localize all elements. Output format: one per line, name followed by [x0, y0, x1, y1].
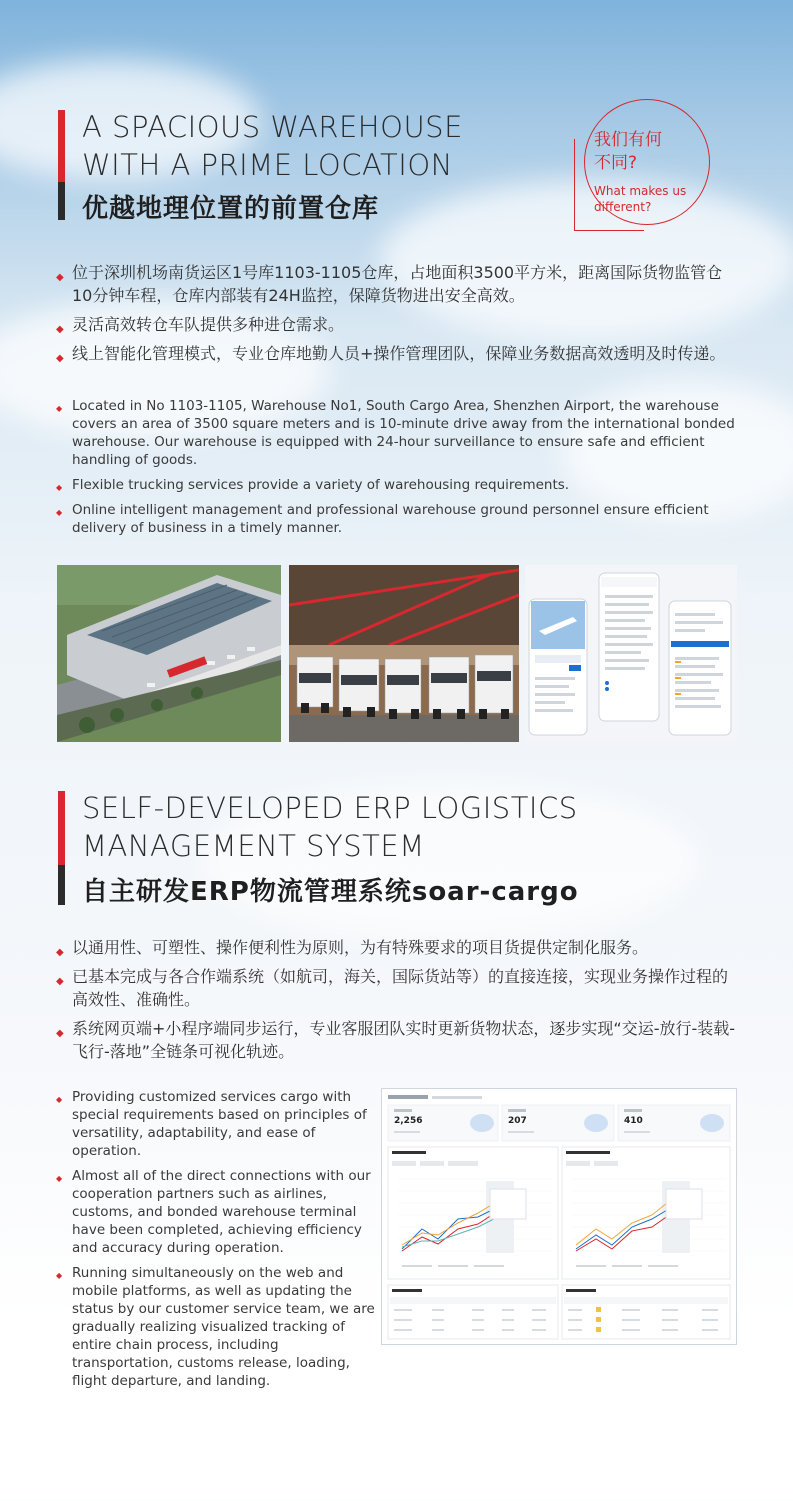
section2-en-bullets — [56, 1088, 376, 1397]
stat-value: 410 — [624, 1116, 643, 1126]
list-item: ◆ Located in No 1103-1105, Warehouse No1, South Cargo Area, Shenzhen Airport, the warehouse covers an area of 3500 square meters and is 10-minute drive away from the international bonded warehouse. Our warehouse is equipped with 24-hour surveillance to ensure safe and efficient handling of goods. — [56, 397, 736, 469]
list-item: ◆ 线上智能化管理模式，专业仓库地勤人员+操作管理团队，保障业务数据高效透明及时传递。 — [56, 342, 738, 365]
what-makes-us-different-badge — [574, 99, 710, 229]
badge-cn-text — [594, 129, 662, 175]
badge-en-line1: What makes us — [594, 184, 687, 198]
section2-title-en-line2: MANAGEMENT SYSTEM — [82, 829, 425, 863]
badge-en-line2: different? — [594, 200, 652, 214]
section1-title-en-line2: WITH A PRIME LOCATION — [82, 148, 453, 182]
badge-cn-line1: 我们有何 — [594, 130, 662, 150]
section1-title-en-line1: A SPACIOUS WAREHOUSE — [82, 110, 463, 144]
erp-dashboard-screenshot — [381, 1088, 737, 1345]
section2-title-en-line1: SELF-DEVELOPED ERP LOGISTICS — [82, 791, 578, 825]
title-accent-bar — [58, 110, 65, 220]
list-item: ◆ 位于深圳机场南货运区1号库1103-1105仓库，占地面积3500平方米，距离国际货物监管仓10分钟车程，仓库内部装有24H监控，保障货物进出安全高效。 — [56, 261, 738, 307]
stat-value: 2,256 — [394, 1116, 423, 1126]
list-item: ◆ 系统网页端+小程序端同步运行，专业客服团队实时更新货物状态，逐步实现“交运-放行-装载-飞行-落地”全链条可视化轨迹。 — [56, 1017, 738, 1063]
list-item: ◆ Almost all of the direct connections with our cooperation partners such as airlines, customs, and bonded warehouse terminal have been completed, achieving efficiency and accuracy during operation. — [56, 1167, 376, 1257]
list-item: ◆ 以通用性、可塑性、操作便利性为原则，为有特殊要求的项目货提供定制化服务。 — [56, 936, 738, 959]
list-item: ◆ Flexible trucking services provide a variety of warehousing requirements. — [56, 476, 736, 494]
badge-cn-line2: 不同? — [594, 153, 638, 173]
badge-en-text — [594, 183, 686, 215]
list-item: ◆ 已基本完成与各合作端系统（如航司，海关，国际货站等）的直接连接，实现业务操作过程的高效性、准确性。 — [56, 965, 738, 1011]
list-item: ◆ Running simultaneously on the web and mobile platforms, as well as updating the status by our customer service team, we are gradually realizing visualized tracking of entire chain process, including transportation, customs release, loading, flight departure, and landing. — [56, 1264, 376, 1390]
list-item: ◆ 灵活高效转仓车队提供多种进仓需求。 — [56, 313, 738, 336]
trucks-photo — [289, 565, 519, 742]
warehouse-aerial-photo — [57, 565, 281, 742]
section1-heading — [58, 108, 578, 224]
list-item: ◆ Providing customized services cargo with special requirements based on principles of versatility, adaptability, and ease of operation. — [56, 1088, 376, 1160]
section2-heading — [58, 789, 758, 907]
section2-title-cn: 自主研发ERP物流管理系统soar-cargo — [82, 877, 579, 907]
section1-title-cn: 优越地理位置的前置仓库 — [82, 194, 380, 224]
section2-cn-bullets — [56, 936, 738, 1069]
list-item: ◆ Online intelligent management and professional warehouse ground personnel ensure efficient delivery of business in a timely manner. — [56, 501, 736, 537]
section1-cn-bullets — [56, 261, 738, 371]
stat-value: 207 — [508, 1116, 527, 1126]
title-accent-bar — [58, 791, 65, 905]
section1-en-bullets — [56, 397, 736, 544]
mobile-app-screens-image — [525, 565, 737, 742]
